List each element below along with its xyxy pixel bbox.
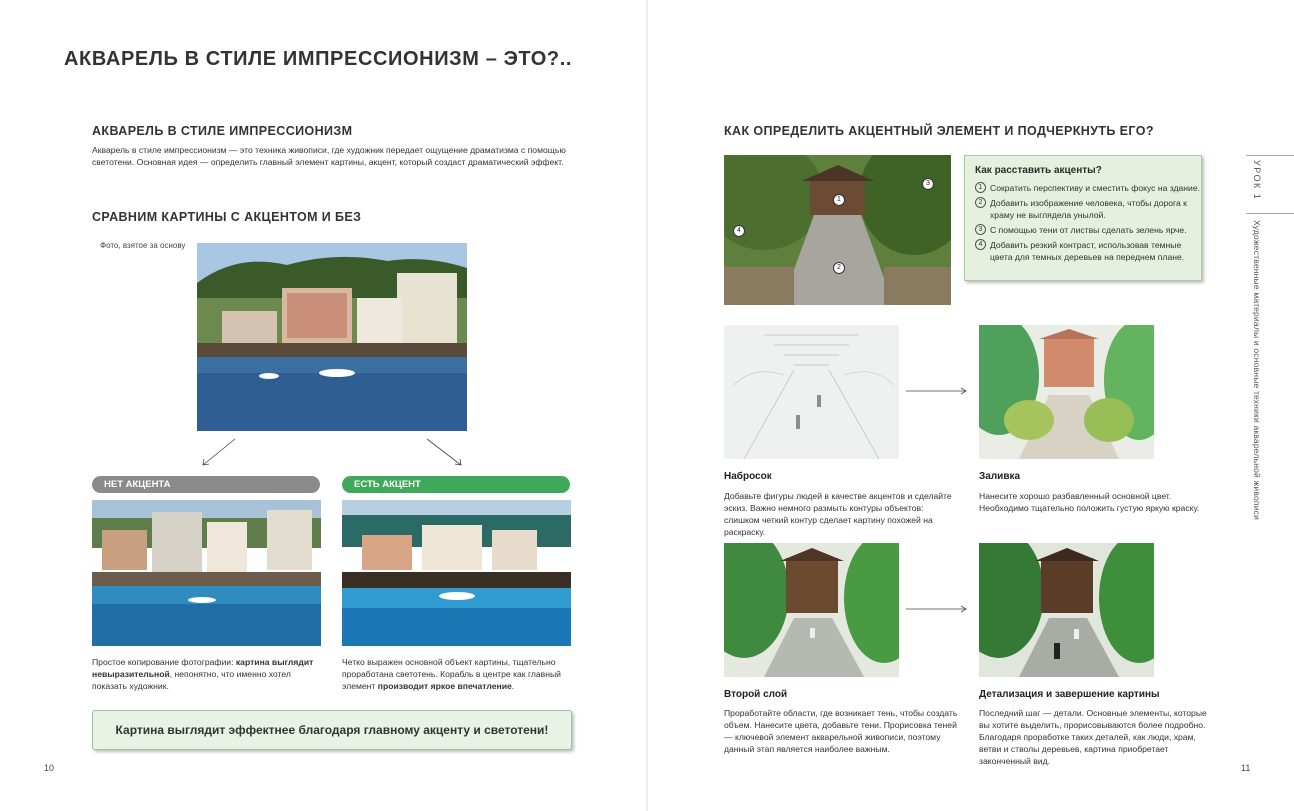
accents-box — [964, 155, 1202, 281]
marker-4: 4 — [733, 225, 745, 237]
arrow-layer-to-detail — [906, 604, 972, 614]
page-number-right: 11 — [1241, 763, 1251, 773]
arrows — [195, 435, 475, 471]
step-fill-text: Нанесите хорошо разбавленный основной цвет. Необходимо тщательно положить густую яркую краску. — [979, 491, 1200, 513]
intro-text: Акварель в стиле импрессионизм — это техника живописи, где художник передает ощущение драматизма с помощью светотени. Основная идея — определить главный элемент картины, акцент, который создаст драматический эффект. — [92, 145, 566, 167]
step-sketch-text: Добавьте фигуры людей в качестве акцентов и сделайте эскиз. Важно немного размыть контуры объектов: слишком четкий контур сделает картину похожей на раскраску. — [724, 491, 952, 537]
reference-photo — [197, 243, 467, 431]
no-accent-text — [92, 656, 324, 692]
right-page — [648, 0, 1294, 811]
step-second-layer-text: Проработайте области, где возникает тень, чтобы создать объем. Нанесите цвета, добавьте тени. Прорисовка теней — ключевой элемент акварельной живописи, поэтому данный этап является наиболее важным. — [724, 708, 958, 754]
painting-with-accent — [342, 500, 571, 646]
accent-item-number: 2 — [975, 197, 986, 208]
accent-item-number: 1 — [975, 182, 986, 193]
sidebar-rule-bottom — [1246, 213, 1294, 214]
no-accent-text-end: , непонятно, что именно хотел показать художник. — [92, 669, 291, 691]
callout-text: Картина выглядит эффектнее благодаря главному акценту и светотени! — [115, 723, 549, 737]
accents-box-title: Как расставить акценты? — [975, 165, 1102, 176]
with-accent-text-bold: производит яркое впечатление — [377, 681, 512, 691]
no-accent-text-bold: картина выглядит невыразительной — [92, 657, 314, 679]
section-heading-impressionism: АКВАРЕЛЬ В СТИЛЕ ИМПРЕССИОНИЗМ — [92, 124, 353, 138]
accent-item-number: 4 — [975, 239, 986, 250]
with-accent-text-start: Четко выражен основной объект картины, тщательно проработана светотень. Корабль в центре как главный элемент — [342, 657, 561, 691]
accent-item-text: Добавить резкий контраст, использовав темные цвета для темных деревьев на переднем плане. — [990, 240, 1185, 262]
with-accent-text — [342, 656, 574, 692]
step-detail-title: Детализация и завершение картины — [979, 689, 1160, 700]
step-sketch-image — [724, 325, 899, 459]
marker-3: 3 — [922, 178, 934, 190]
page-number-left: 10 — [44, 763, 55, 773]
sidebar-rule-top — [1246, 155, 1294, 156]
step-second-layer-title: Второй слой — [724, 689, 788, 700]
accent-item — [975, 182, 1201, 194]
step-sketch-title: Набросок — [724, 471, 772, 482]
arrow-sketch-to-fill — [906, 386, 972, 396]
accent-item-number: 3 — [975, 224, 986, 235]
accent-item — [975, 239, 1201, 263]
step-fill-title: Заливка — [979, 471, 1021, 482]
page-title: АКВАРЕЛЬ В СТИЛЕ ИМПРЕССИОНИЗМ – ЭТО?.. — [64, 48, 573, 70]
temple-photo — [724, 155, 951, 305]
step-fill-image — [979, 325, 1154, 459]
no-accent-label: НЕТ АКЦЕНТА — [92, 476, 320, 493]
photo-caption: Фото, взятое за основу — [100, 241, 186, 250]
step-second-layer-image — [724, 543, 899, 677]
marker-2: 2 — [833, 262, 845, 274]
left-page — [0, 0, 646, 811]
no-accent-text-start: Простое копирование фотографии: — [92, 657, 236, 667]
with-accent-text-end: . — [511, 681, 515, 691]
with-accent-label: ЕСТЬ АКЦЕНТ — [342, 476, 570, 493]
painting-no-accent — [92, 500, 321, 646]
step-detail-text: Последний шаг — детали. Основные элементы, которые вы хотите выделить, прорисовываются более подробно. Благодаря проработке таких деталей, как люди, храм, ветви и стволы деревьев, картина приобретает законченный вид. — [979, 708, 1207, 766]
accent-item-text: Добавить изображение человека, чтобы дорога к храму не выглядела унылой. — [990, 198, 1187, 220]
section-heading-compare: СРАВНИМ КАРТИНЫ С АКЦЕНТОМ И БЕЗ — [92, 210, 362, 224]
accent-item-text: Сократить перспективу и сместить фокус на здание. — [990, 183, 1201, 193]
step-detail-image — [979, 543, 1154, 677]
sidebar-lesson: УРОК 1 — [1252, 160, 1262, 201]
accent-item — [975, 197, 1201, 221]
accent-item — [975, 224, 1201, 236]
callout-box — [92, 710, 572, 750]
accent-item-text: С помощью тени от листвы сделать зелень ярче. — [990, 225, 1187, 235]
sidebar-topic: Художественные материалы и основные техники акварельной живописи — [1252, 220, 1262, 521]
section-heading-accent: КАК ОПРЕДЕЛИТЬ АКЦЕНТНЫЙ ЭЛЕМЕНТ И ПОДЧЕРКНУТЬ ЕГО? — [724, 124, 1154, 138]
marker-1: 1 — [833, 194, 845, 206]
